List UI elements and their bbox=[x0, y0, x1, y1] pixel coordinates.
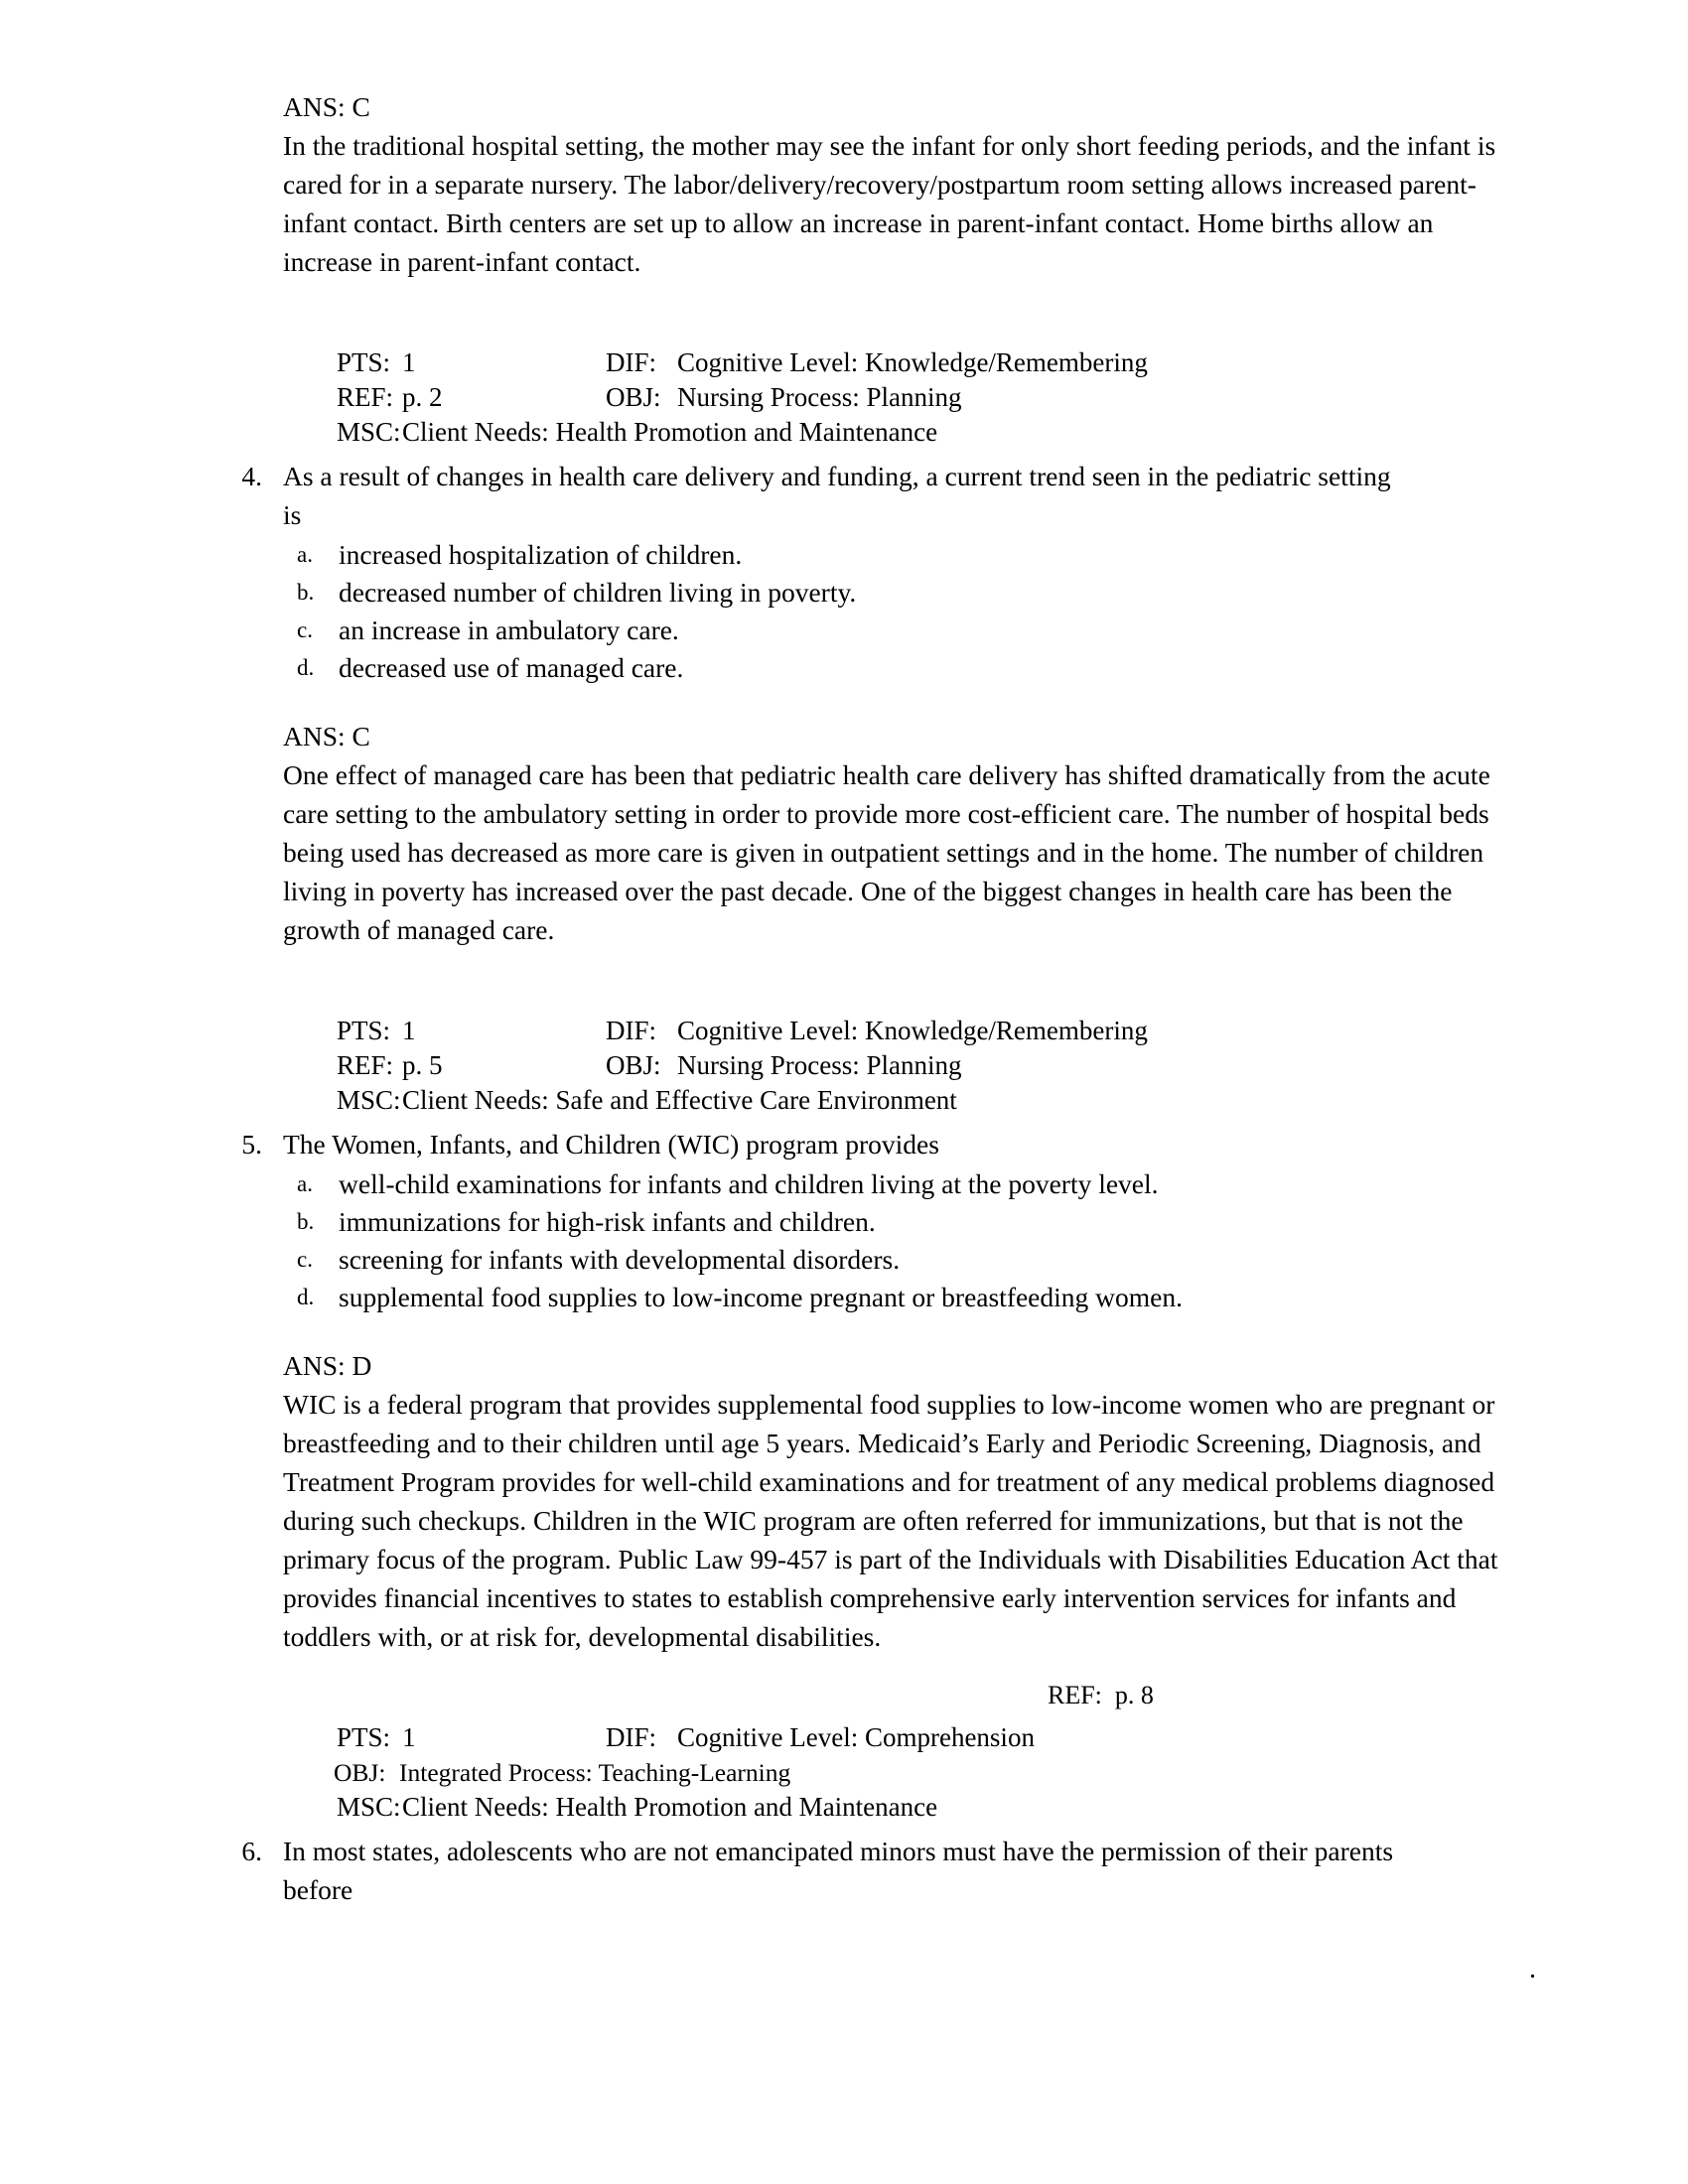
answer-key-label: ANS: C bbox=[283, 721, 370, 751]
option-letter: c. bbox=[297, 617, 313, 642]
option-text: screening for infants with developmental disorders. bbox=[339, 1244, 901, 1275]
pts-value: 1 bbox=[402, 347, 416, 377]
metadata-block-q3 bbox=[283, 311, 1499, 447]
ref-label: REF: bbox=[1048, 1681, 1102, 1709]
option-letter: a. bbox=[297, 542, 313, 567]
rationale-text: WIC is a federal program that provides supplemental food supplies to low-income women who are pregnant or breastfeeding and to their children until age 5 years. Medicaid’s Early and Periodic Screening, Diagnosis, and Treatment Program provides for well-child examinations and for treatment of any medical problems diagnosed during such checkups. Children in the WIC program are often referred for immunizations, but that is not the primary focus of the program. Public Law 99-457 is part of the Individuals with Disabilities Education Act that provides financial incentives to states to establish comprehensive early intervention services for infants and toddlers with, or at risk for, developmental disabilities. bbox=[283, 1389, 1498, 1652]
option-c[interactable] bbox=[283, 612, 1499, 649]
pts-label: PTS: bbox=[337, 1722, 391, 1752]
dif-label: DIF: bbox=[606, 1016, 657, 1045]
ref-inline-group bbox=[1048, 1678, 1154, 1712]
option-d[interactable] bbox=[283, 649, 1499, 687]
msc-value: Client Needs: Safe and Effective Care Environment bbox=[402, 1085, 957, 1115]
ref-label: REF: bbox=[337, 1050, 394, 1080]
option-d[interactable] bbox=[283, 1279, 1499, 1316]
option-text: decreased number of children living in poverty. bbox=[339, 577, 857, 608]
spacer bbox=[283, 687, 1499, 717]
dif-value: Cognitive Level: Comprehension bbox=[677, 1722, 1035, 1752]
question-item-4 bbox=[241, 457, 1499, 687]
dif-value: Cognitive Level: Knowledge/Remembering bbox=[677, 347, 1148, 377]
obj-value: Integrated Process: Teaching-Learning bbox=[399, 1758, 791, 1787]
pts-value: 1 bbox=[402, 1722, 416, 1752]
ref-label: REF: bbox=[337, 382, 394, 412]
answer-block-q4 bbox=[283, 717, 1499, 949]
question-item-6 bbox=[241, 1832, 1499, 1909]
option-text: immunizations for high-risk infants and children. bbox=[339, 1206, 876, 1237]
rationale-text: In the traditional hospital setting, the mother may see the infant for only short feeding periods, and the infant is cared for in a separate nursery. The labor/delivery/recovery/postpartum room setting allows increased parent-infant contact. Birth centers are set up to allow an increase in parent-infant contact. Home births allow an increase in parent-infant contact. bbox=[283, 130, 1496, 277]
obj-label: OBJ: bbox=[606, 382, 661, 412]
ref-value: p. 2 bbox=[402, 382, 443, 412]
msc-label: MSC: bbox=[337, 1085, 401, 1115]
meta-row-pts-dif bbox=[283, 311, 1499, 377]
msc-value: Client Needs: Health Promotion and Maintenance bbox=[402, 1792, 938, 1822]
option-text: well-child examinations for infants and children living at the poverty level. bbox=[339, 1168, 1159, 1199]
option-text: supplemental food supplies to low-income pregnant or breastfeeding women. bbox=[339, 1282, 1183, 1312]
meta-row-pts-dif-ref bbox=[283, 1681, 1499, 1752]
question-number: 4. bbox=[241, 461, 262, 491]
dif-value: Cognitive Level: Knowledge/Remembering bbox=[677, 1016, 1148, 1045]
ref-value: p. 8 bbox=[1114, 1681, 1154, 1709]
meta-row-ref-obj bbox=[283, 1014, 1499, 1080]
pts-label: PTS: bbox=[337, 347, 391, 377]
option-b[interactable] bbox=[283, 574, 1499, 612]
option-letter: b. bbox=[297, 580, 315, 605]
document-content bbox=[241, 87, 1499, 1909]
metadata-block-q4 bbox=[283, 979, 1499, 1115]
obj-value: Nursing Process: Planning bbox=[677, 382, 962, 412]
dif-label: DIF: bbox=[606, 347, 657, 377]
spacer bbox=[283, 1316, 1499, 1346]
question-stem: The Women, Infants, and Children (WIC) program provides bbox=[283, 1129, 939, 1160]
obj-value: Nursing Process: Planning bbox=[677, 1050, 962, 1080]
answer-block-q3 bbox=[283, 87, 1499, 281]
pts-label: PTS: bbox=[337, 1016, 391, 1045]
option-a[interactable] bbox=[283, 536, 1499, 574]
spacer bbox=[283, 281, 1499, 311]
question-number: 6. bbox=[241, 1836, 262, 1866]
meta-row-ref-obj bbox=[283, 345, 1499, 412]
meta-row-pts-dif bbox=[283, 979, 1499, 1045]
option-a[interactable] bbox=[283, 1165, 1499, 1203]
pts-value: 1 bbox=[402, 1016, 416, 1045]
option-text: decreased use of managed care. bbox=[339, 652, 684, 683]
option-letter: b. bbox=[297, 1209, 315, 1234]
option-letter: a. bbox=[297, 1171, 313, 1196]
question-number: 5. bbox=[241, 1129, 262, 1160]
option-letter: d. bbox=[297, 1285, 315, 1309]
msc-label: MSC: bbox=[337, 417, 401, 447]
option-text: increased hospitalization of children. bbox=[339, 539, 743, 570]
msc-label: MSC: bbox=[337, 1792, 401, 1822]
spacer bbox=[283, 1656, 1499, 1686]
question-stem: In most states, adolescents who are not emancipated minors must have the permission of their parents before bbox=[283, 1836, 1394, 1905]
answer-options-list bbox=[283, 536, 1499, 687]
stray-period-mark: . bbox=[1529, 1954, 1536, 1984]
spacer bbox=[283, 949, 1499, 979]
option-text: an increase in ambulatory care. bbox=[339, 614, 679, 645]
msc-value: Client Needs: Health Promotion and Maintenance bbox=[402, 417, 938, 447]
option-letter: d. bbox=[297, 655, 315, 680]
answer-block-q5 bbox=[283, 1346, 1499, 1656]
obj-label: OBJ: bbox=[334, 1758, 386, 1787]
option-b[interactable] bbox=[283, 1203, 1499, 1241]
ref-value: p. 5 bbox=[402, 1050, 443, 1080]
option-letter: c. bbox=[297, 1247, 313, 1272]
obj-label: OBJ: bbox=[606, 1050, 661, 1080]
question-item-5 bbox=[241, 1125, 1499, 1316]
answer-key-label: ANS: C bbox=[283, 91, 370, 122]
dif-label: DIF: bbox=[606, 1722, 657, 1752]
answer-key-label: ANS: D bbox=[283, 1350, 372, 1381]
option-c[interactable] bbox=[283, 1241, 1499, 1279]
answer-options-list bbox=[283, 1165, 1499, 1316]
question-stem: As a result of changes in health care delivery and funding, a current trend seen in the pediatric setting is bbox=[283, 461, 1391, 530]
metadata-block-q5 bbox=[283, 1681, 1499, 1822]
rationale-text: One effect of managed care has been that pediatric health care delivery has shifted dramatically from the acute care setting to the ambulatory setting in order to provide more cost-efficient care. The number of hospital beds being used has decreased as more care is given in outpatient settings and in the home. The number of children living in poverty has increased over the past decade. One of the biggest changes in health care has been the growth of managed care. bbox=[283, 759, 1490, 945]
